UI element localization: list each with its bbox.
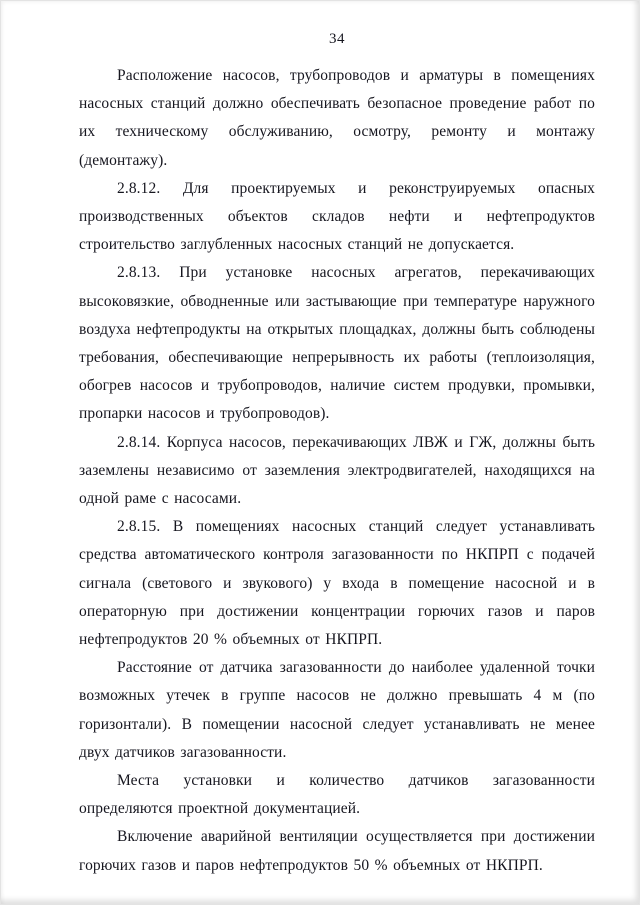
paragraph-2-8-13: 2.8.13. При установке насосных агрегатов, перекачивающих высоковязкие, обводненные или застывающие при температуре наружного воздуха нефтепродукты на открытых площадках, должны быть соблюдены требования, обеспечивающие непрерывность их работы (теплоизоляция, обогрев насосов и трубопроводов, наличие систем продувки, промывки, пропарки насосов и трубопроводов). (79, 264, 595, 423)
paragraph-2-8-12: 2.8.12. Для проектируемых и реконструируемых опасных производственных объектов складов нефти и нефтепродуктов строительство заглубленных насосных станций не допускается. (79, 179, 595, 254)
paragraph-2-8-14: 2.8.14. Корпуса насосов, перекачивающих ЛВЖ и ГЖ, должны быть заземлены независимо от заземления электродвигателей, находящихся на одной раме с насосами. (79, 433, 595, 508)
paragraph-2-8-15: 2.8.15. В помещениях насосных станций следует устанавливать средства автоматического контроля загазованности по НКПРП с подачей сигнала (светового и звукового) у входа в помещение насосной и в операторную при достижении концентрации горючих газов и паров нефтепродуктов 20 % объемных от НКПРП. (79, 518, 595, 649)
paragraph-gas-sensor-distance: Расстояние от датчика загазованности до наиболее удаленной точки возможных утечек в группе насосов не должно превышать 4 м (по горизонтали). В помещении насосной следует устанавливать не менее двух датчиков загазованности. (79, 659, 595, 761)
paragraph-pumps-arrangement: Расположение насосов, трубопроводов и арматуры в помещениях насосных станций должно обеспечивать безопасное проведение работ по их техническому обслуживанию, осмотру, ремонту и монтажу (демонтажу). (79, 67, 595, 169)
paragraph-sensor-placement: Места установки и количество датчиков загазованности определяются проектной документацией. (79, 772, 595, 818)
page-number: 34 (329, 31, 345, 47)
paragraph-emergency-ventilation: Включение аварийной вентиляции осуществляется при достижении горючих газов и паров нефтепродуктов 50 % объемных от НКПРП. (79, 828, 595, 874)
page-content (1, 1, 639, 880)
